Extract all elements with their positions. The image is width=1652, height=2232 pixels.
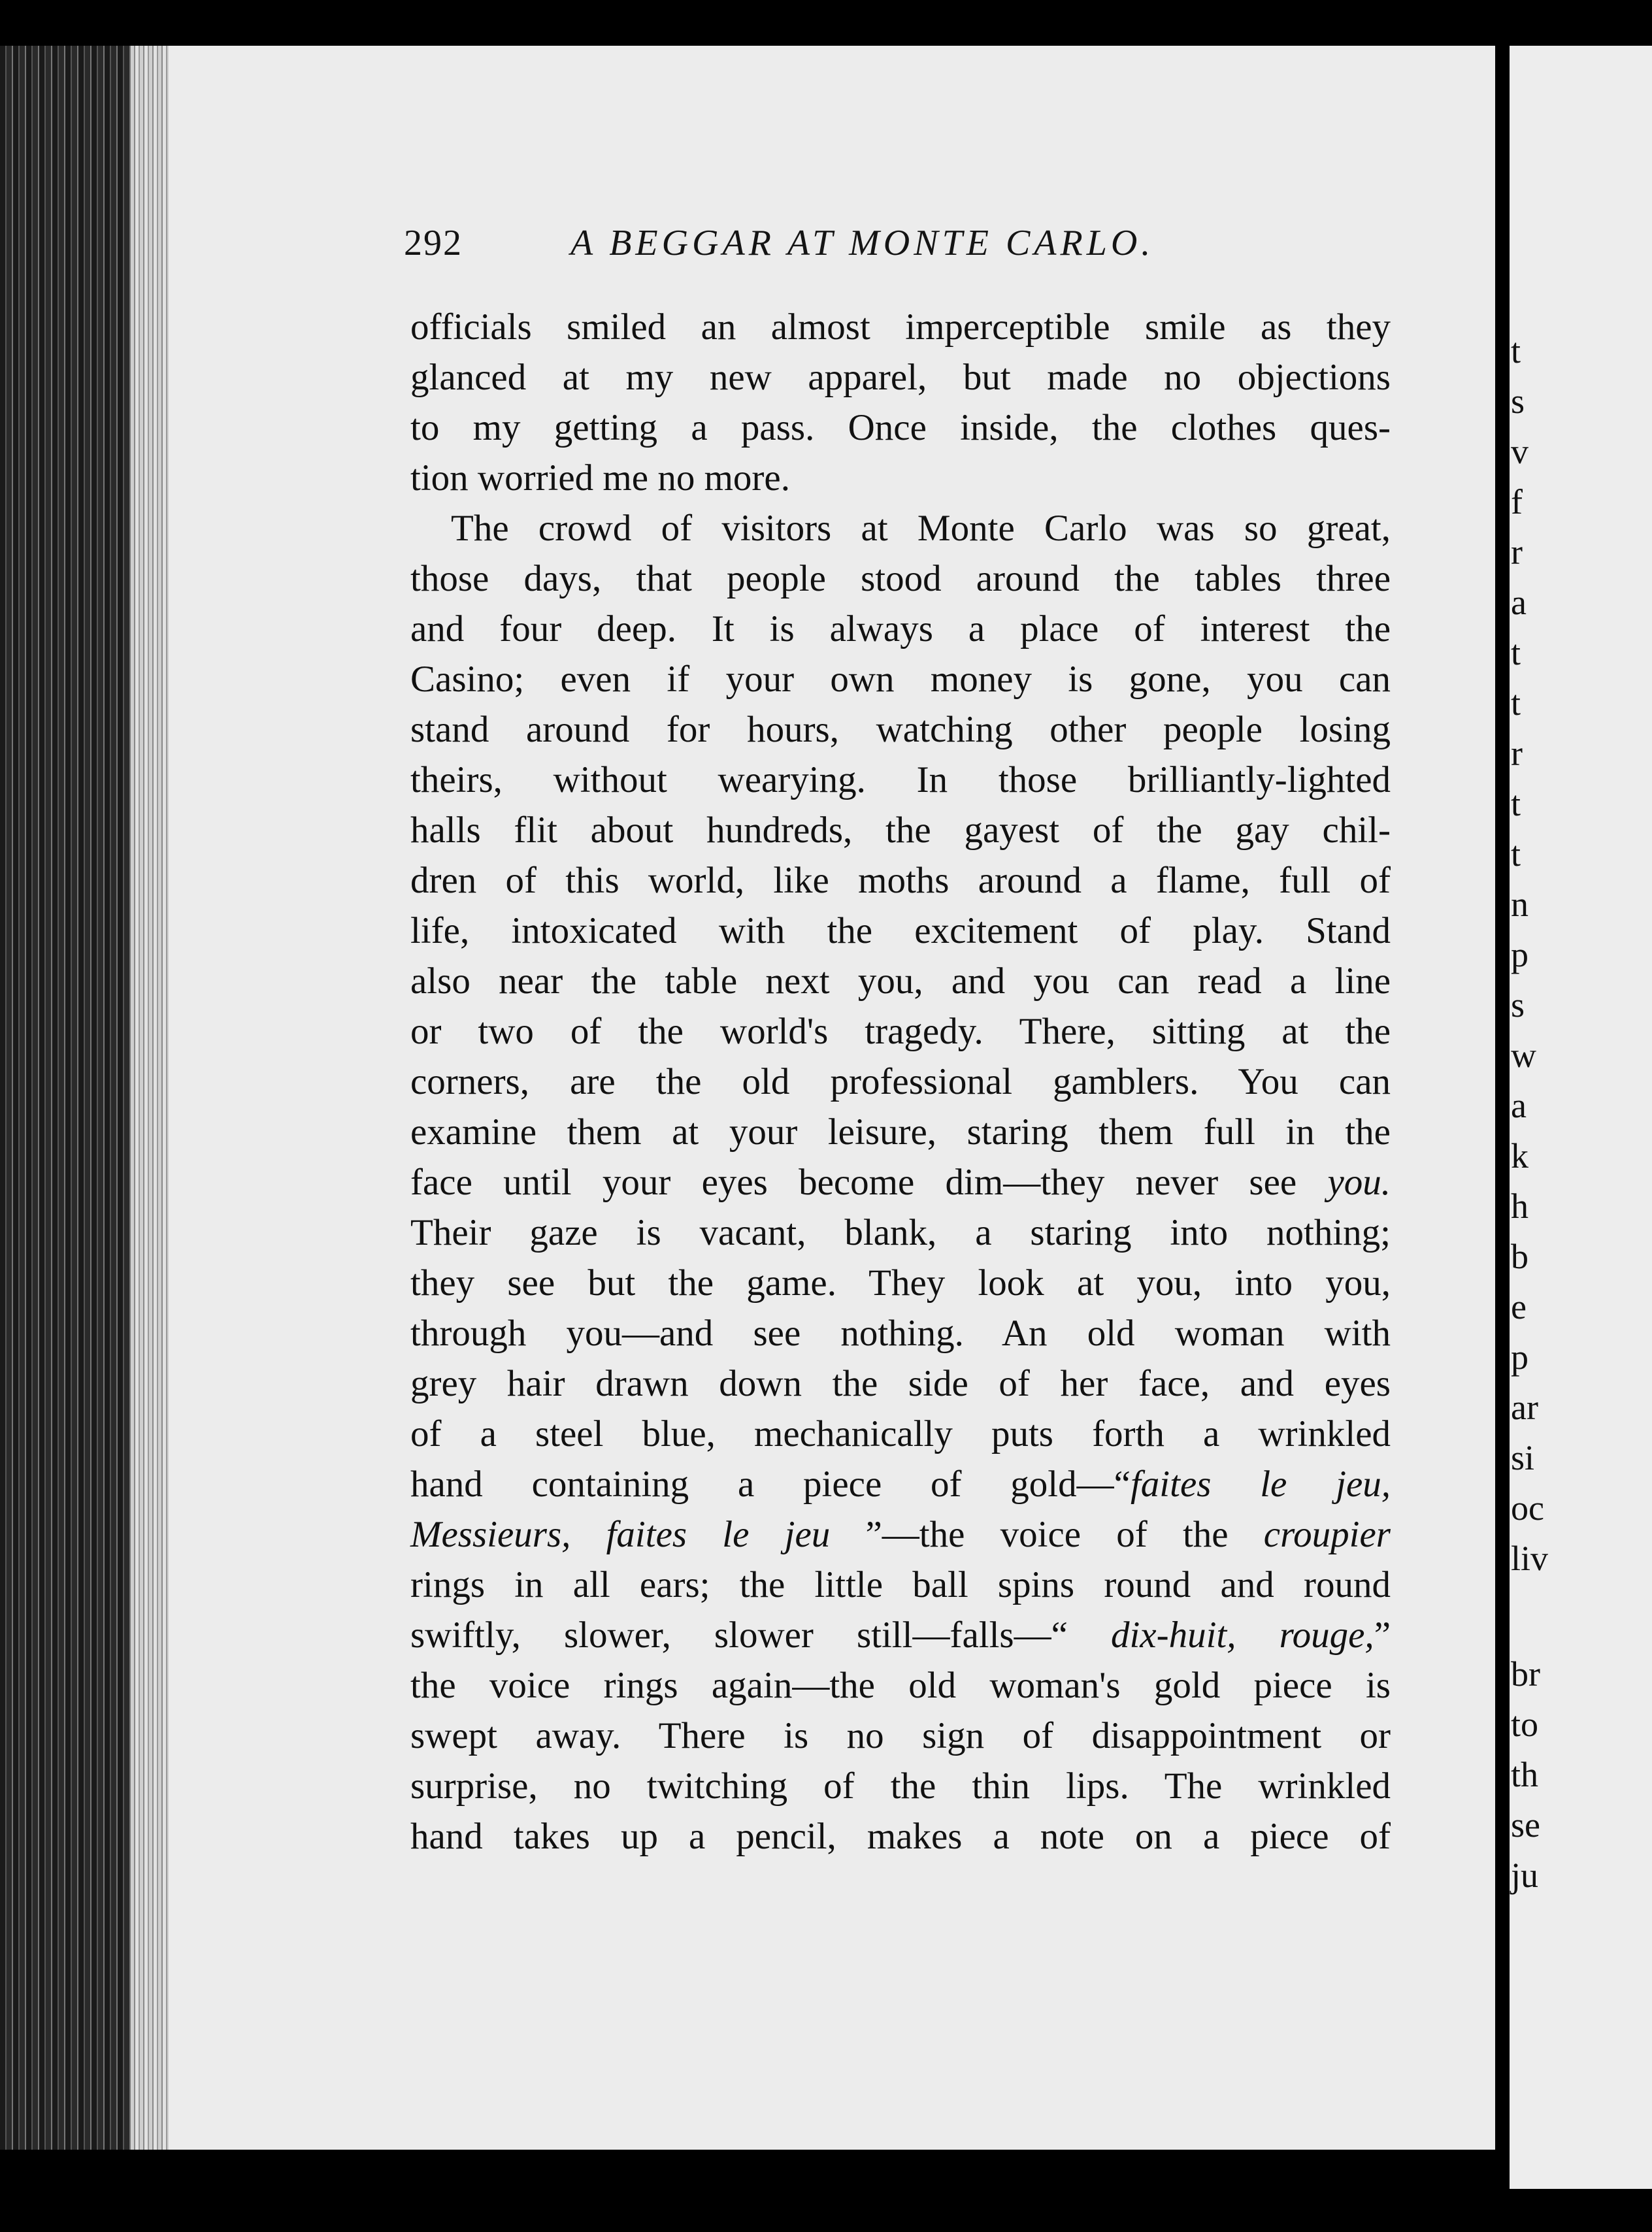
text-line: or two of the world's tragedy. There, sitting at the xyxy=(410,1011,1391,1052)
facing-page-fragment: t xyxy=(1511,784,1521,823)
facing-page-fragment: t xyxy=(1511,834,1521,874)
text-line xyxy=(410,1157,1391,1207)
text-line: stand around for hours, watching other people losing xyxy=(410,709,1391,750)
text-line: theirs, without wearying. In those brilliantly-lighted xyxy=(410,759,1391,800)
facing-page-fragment: p xyxy=(1511,1338,1528,1377)
italic-run: faites le jeu, xyxy=(1130,1464,1391,1505)
facing-page-fragment: h xyxy=(1511,1187,1528,1226)
text-line: to my getting a pass. Once inside, the clothes ques- xyxy=(410,407,1391,448)
facing-page xyxy=(1510,46,1652,2189)
text-line: the voice rings again—the old woman's gold piece is xyxy=(410,1665,1391,1706)
facing-page-fragment: r xyxy=(1511,734,1523,773)
text-run: ” xyxy=(1374,1615,1391,1656)
text-line: they see but the game. They look at you, into you, xyxy=(410,1262,1391,1304)
text-line: grey hair drawn down the side of her face, and eyes xyxy=(410,1363,1391,1404)
facing-page-fragment: se xyxy=(1511,1805,1540,1845)
page-edges-light xyxy=(131,46,170,2150)
text-line: corners, are the old professional gamblers. You can xyxy=(410,1061,1391,1102)
facing-page-fragment: s xyxy=(1511,985,1525,1025)
text-line: through you—and see nothing. An old woman with xyxy=(410,1313,1391,1354)
facing-page-fragment: k xyxy=(1511,1136,1528,1175)
text-line: dren of this world, like moths around a flame, full of xyxy=(410,860,1391,901)
text-line: glanced at my new apparel, but made no objections xyxy=(410,357,1391,398)
facing-page-fragment: oc xyxy=(1511,1488,1544,1528)
text-line xyxy=(410,1610,1391,1660)
text-run: ”—the voice of the xyxy=(830,1514,1264,1555)
text-line: hand takes up a pencil, makes a note on a piece of xyxy=(410,1816,1391,1857)
facing-page-fragment: t xyxy=(1511,331,1521,370)
text-line: examine them at your leisure, staring them full in the xyxy=(410,1111,1391,1153)
facing-page-fragment: a xyxy=(1511,583,1527,622)
facing-page-fragment: t xyxy=(1511,683,1521,723)
text-run: swiftly, slower, slower still—falls—“ xyxy=(410,1615,1111,1656)
text-line: also near the table next you, and you can read a line xyxy=(410,960,1391,1002)
facing-page-fragment: t xyxy=(1511,633,1521,672)
italic-run: Messieurs, faites le jeu xyxy=(410,1514,831,1555)
facing-page-fragment: s xyxy=(1511,382,1525,421)
italic-run: you. xyxy=(1327,1162,1391,1203)
facing-page-fragment: b xyxy=(1511,1237,1528,1276)
facing-page-fragment: to xyxy=(1511,1705,1539,1744)
text-line: The crowd of visitors at Monte Carlo was so great, xyxy=(451,508,1391,549)
text-line: officials smiled an almost imperceptible smile as they xyxy=(410,306,1391,348)
body-text xyxy=(410,302,1391,1862)
facing-page-fragment: br xyxy=(1511,1654,1540,1694)
text-line: and four deep. It is always a place of interest the xyxy=(410,608,1391,649)
facing-page-fragment: v xyxy=(1511,432,1528,471)
text-line: rings in all ears; the little ball spins round and round xyxy=(410,1564,1391,1605)
text-line: of a steel blue, mechanically puts forth a wrinkled xyxy=(410,1413,1391,1454)
facing-page-fragment: r xyxy=(1511,533,1523,572)
text-line: tion worried me no more. xyxy=(410,457,790,499)
text-line xyxy=(410,1509,1391,1560)
text-run: face until your eyes become dim—they never see xyxy=(410,1162,1328,1203)
facing-page-fragment: si xyxy=(1511,1438,1535,1477)
italic-run: dix-huit, rouge, xyxy=(1110,1615,1374,1656)
text-line: surprise, no twitching of the thin lips. The wrinkled xyxy=(410,1765,1391,1807)
text-line: Casino; even if your own money is gone, you can xyxy=(410,659,1391,700)
text-run: hand containing a piece of gold—“ xyxy=(410,1464,1131,1505)
text-line: swept away. There is no sign of disappointment or xyxy=(410,1715,1391,1756)
facing-page-fragment: n xyxy=(1511,885,1528,924)
text-line xyxy=(410,1459,1391,1509)
facing-page-fragment: e xyxy=(1511,1287,1527,1326)
text-line: those days, that people stood around the tables three xyxy=(410,558,1391,599)
facing-page-fragment: p xyxy=(1511,935,1528,974)
text-line: Their gaze is vacant, blank, a staring into nothing; xyxy=(410,1212,1391,1253)
page-number: 292 xyxy=(404,223,463,263)
facing-page-fragment: ar xyxy=(1511,1388,1538,1427)
facing-page-fragment: a xyxy=(1511,1086,1527,1125)
italic-run: croupier xyxy=(1263,1514,1391,1555)
facing-page-fragment: th xyxy=(1511,1755,1539,1794)
running-head xyxy=(404,222,1221,264)
facing-page-fragment: f xyxy=(1511,482,1523,521)
text-line: life, intoxicated with the excitement of play. Stand xyxy=(410,910,1391,951)
text-line: halls flit about hundreds, the gayest of the gay chil- xyxy=(410,810,1391,851)
facing-page-fragment: ju xyxy=(1511,1856,1539,1895)
facing-page-fragment: liv xyxy=(1511,1539,1549,1578)
book-title: A BEGGAR AT MONTE CARLO. xyxy=(570,223,1155,263)
facing-page-fragment: w xyxy=(1511,1036,1536,1075)
